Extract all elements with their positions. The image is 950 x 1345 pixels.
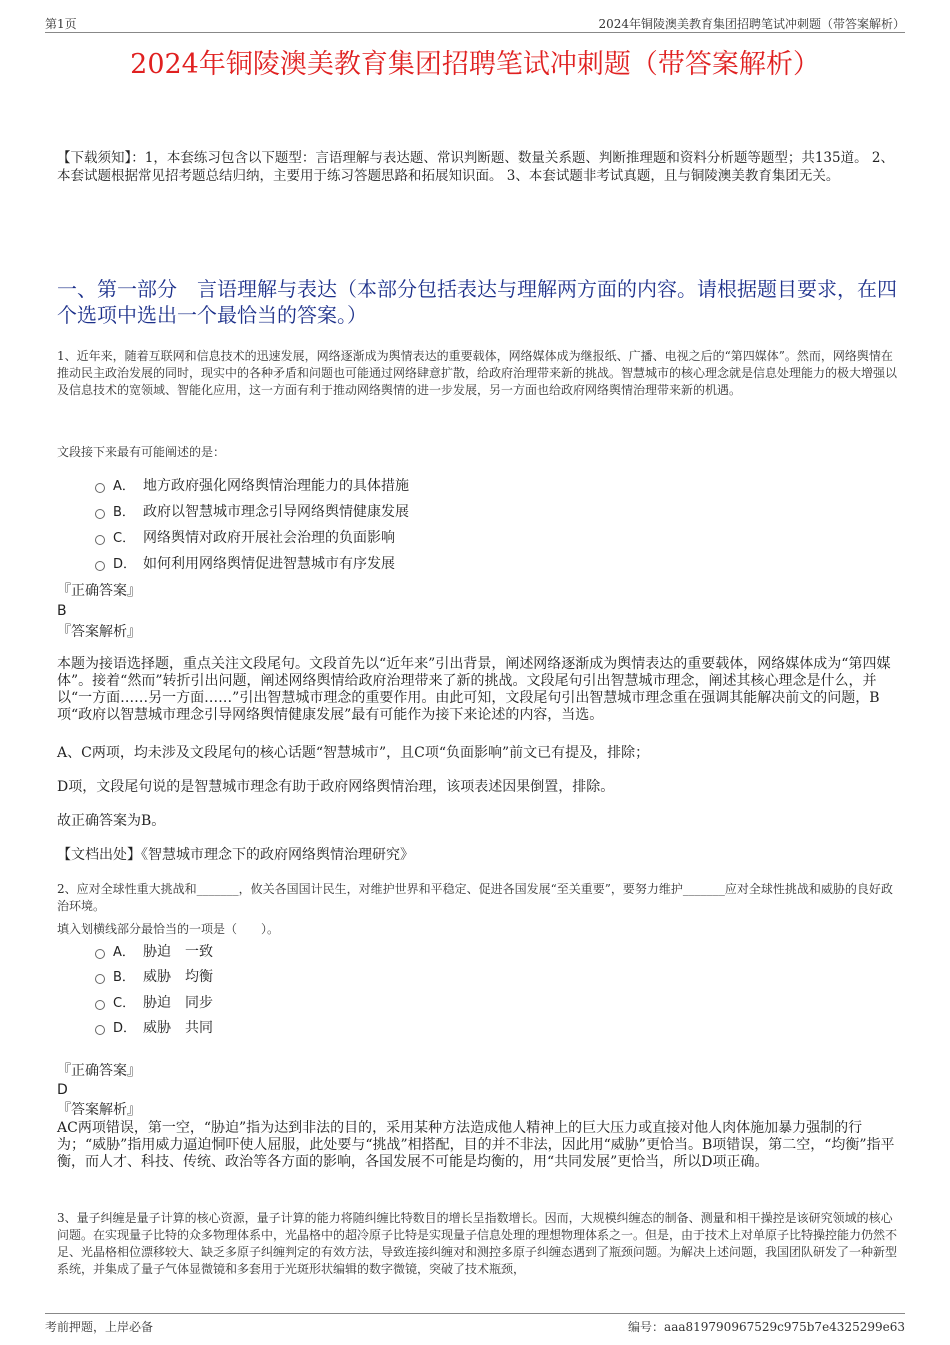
q1-analysis-paragraph: 故正确答案为B。 xyxy=(57,813,166,829)
radio-icon[interactable] xyxy=(95,535,105,545)
option-text: 地方政府强化网络舆情治理能力的具体措施 xyxy=(143,478,409,494)
q1-option-b[interactable] xyxy=(95,502,409,522)
option-key: D． xyxy=(113,557,137,572)
option-text: 如何利用网络舆情促进智慧城市有序发展 xyxy=(143,556,395,572)
option-text: 胁迫 同步 xyxy=(143,995,213,1011)
section-title: 一、第一部分 言语理解与表达（本部分包括表达与理解两方面的内容。请根据题目要求，在四个选项中选出一个最恰当的答案。） xyxy=(57,277,897,327)
footer-doc-id: 编号：aaa819790967529c975b7e4325299e63 xyxy=(628,1320,905,1334)
q1-analysis-paragraph: 本题为接语选择题，重点关注文段尾句。文段首先以“近年来”引出背景，阐述网络逐渐成为舆情表达的重要载体，网络媒体成为“第四媒体”。接着“然而”转折引出问题，阐述网络舆情给政府治理带来了新的挑战。文段尾句引出智慧城市理念，阐述其核心理念是什么，并以“一方面……另一方面……”引出智慧城市理念的重要作用。由此可知，文段尾句引出智慧城市理念重在强调其能解决前文的问题，B项“政府以智慧城市理念引导网络舆情健康发展”最有可能作为接下来论述的内容，当选。 xyxy=(57,656,891,723)
option-key: A． xyxy=(113,945,135,960)
option-key: D． xyxy=(113,1021,137,1036)
option-text: 政府以智慧城市理念引导网络舆情健康发展 xyxy=(143,504,409,520)
radio-icon[interactable] xyxy=(95,561,105,571)
q2-option-d[interactable] xyxy=(95,1018,213,1038)
option-key: C． xyxy=(113,996,136,1011)
q1-option-d[interactable] xyxy=(95,554,395,574)
option-text: 威胁 均衡 xyxy=(143,969,213,985)
page-footer xyxy=(45,1313,905,1336)
q2-option-b[interactable] xyxy=(95,967,213,987)
page-number: 第1页 xyxy=(45,17,77,31)
download-notice: 【下载须知】：1，本套练习包含以下题型：言语理解与表达题、常识判断题、数量关系题、判断推理题和资料分析题等题型；共135道。 2、本套试题根据常见招考题总结归纳，主要用于练习答题思路和拓展知识面。 3、本套试题非考试真题，且与铜陵澳美教育集团无关。 xyxy=(57,150,894,184)
q1-option-a[interactable] xyxy=(95,476,409,496)
radio-icon[interactable] xyxy=(95,974,105,984)
option-key: B． xyxy=(113,505,135,520)
question-3-stem: 3、量子纠缠是量子计算的核心资源，量子计算的能力将随纠缠比特数目的增长呈指数增长。因而，大规模纠缠态的制备、测量和相干操控是该研究领域的核心问题。在实现量子比特的众多物理体系中，光晶格中的超冷原子比特是实现量子信息处理的理想物理体系之一。但是，由于技术上对单原子比特操控能力仍然不足、光晶格相位漂移较大、缺乏多原子纠缠判定的有效方法，导致连接纠缠对和测控多原子纠缠态遇到了瓶颈问题。为解决上述问题，我国团队研发了一种新型系统，并集成了量子气体显微镜和多套用于光斑形状编辑的数字微镜，突破了技术瓶颈， xyxy=(57,1211,898,1276)
radio-icon[interactable] xyxy=(95,1025,105,1035)
q1-answer-label: 『正确答案』 xyxy=(57,583,141,599)
header-doc-title: 2024年铜陵澳美教育集团招聘笔试冲刺题（带答案解析） xyxy=(598,17,905,31)
q2-option-c[interactable] xyxy=(95,993,213,1013)
option-text: 威胁 共同 xyxy=(143,1020,213,1036)
q1-analysis-paragraph: A、C两项，均未涉及文段尾句的核心话题“智慧城市”，且C项“负面影响”前文已有提及，排除； xyxy=(57,745,650,761)
q1-option-c[interactable] xyxy=(95,528,395,548)
document-title: 2024年铜陵澳美教育集团招聘笔试冲刺题（带答案解析） xyxy=(130,49,820,80)
radio-icon[interactable] xyxy=(95,949,105,959)
option-key: C． xyxy=(113,531,136,546)
question-2-stem: 2、应对全球性重大挑战和_______，攸关各国国计民生，对维护世界和平稳定、促进各国发展“至关重要”，要努力维护_______应对全球性挑战和威胁的良好政治环境。 xyxy=(57,882,893,913)
option-key: B． xyxy=(113,970,135,985)
option-text: 胁迫 一致 xyxy=(143,944,213,960)
footer-slogan: 考前押题，上岸必备 xyxy=(45,1320,154,1334)
q2-answer: D xyxy=(57,1082,68,1098)
radio-icon[interactable] xyxy=(95,1000,105,1010)
q1-answer: B xyxy=(57,603,67,619)
q2-analysis-paragraph: AC两项错误，第一空，“胁迫”指为达到非法的目的，采用某种方法造成他人精神上的巨大压力或直接对他人肉体施加暴力强制的行为；“威胁”指用威力逼迫恫吓使人屈服，此处要与“挑战”相搭配，目的并不非法，因此用“威胁”更恰当。B项错误，第二空，“均衡”指平衡，而人才、科技、传统、政治等各方面的影响，各国发展不可能是均衡的，用“共同发展”更恰当，所以D项正确。 xyxy=(57,1120,895,1170)
q1-analysis-label: 『答案解析』 xyxy=(57,624,141,640)
q2-option-a[interactable] xyxy=(95,942,213,962)
radio-icon[interactable] xyxy=(95,483,105,493)
option-key: A． xyxy=(113,479,135,494)
option-text: 网络舆情对政府开展社会治理的负面影响 xyxy=(143,530,395,546)
radio-icon[interactable] xyxy=(95,509,105,519)
question-1-prompt: 文段接下来最有可能阐述的是： xyxy=(57,445,226,459)
q2-analysis-label: 『答案解析』 xyxy=(57,1102,141,1118)
q1-analysis-paragraph: D项，文段尾句说的是智慧城市理念有助于政府网络舆情治理，该项表述因果倒置，排除。 xyxy=(57,779,615,795)
question-2-prompt: 填入划横线部分最恰当的一项是（ ）。 xyxy=(57,922,280,936)
question-1-stem: 1、近年来，随着互联网和信息技术的迅速发展，网络逐渐成为舆情表达的重要载体，网络媒体成为继报纸、广播、电视之后的“第四媒体”。然而，网络舆情在推动民主政治发展的同时，现实中的各种矛盾和问题也可能通过网络肆意扩散，给政府治理带来新的挑战。智慧城市的核心理念就是信息处理能力的极大增强以及信息技术的宽领域、智能化应用，这一方面有利于推动网络舆情的进一步发展，另一方面也给政府网络舆情治理带来新的机遇。 xyxy=(57,349,898,397)
q2-answer-label: 『正确答案』 xyxy=(57,1063,141,1079)
q1-source: 【文档出处】《智慧城市理念下的政府网络舆情治理研究》 xyxy=(57,847,414,863)
page-header xyxy=(45,12,905,33)
